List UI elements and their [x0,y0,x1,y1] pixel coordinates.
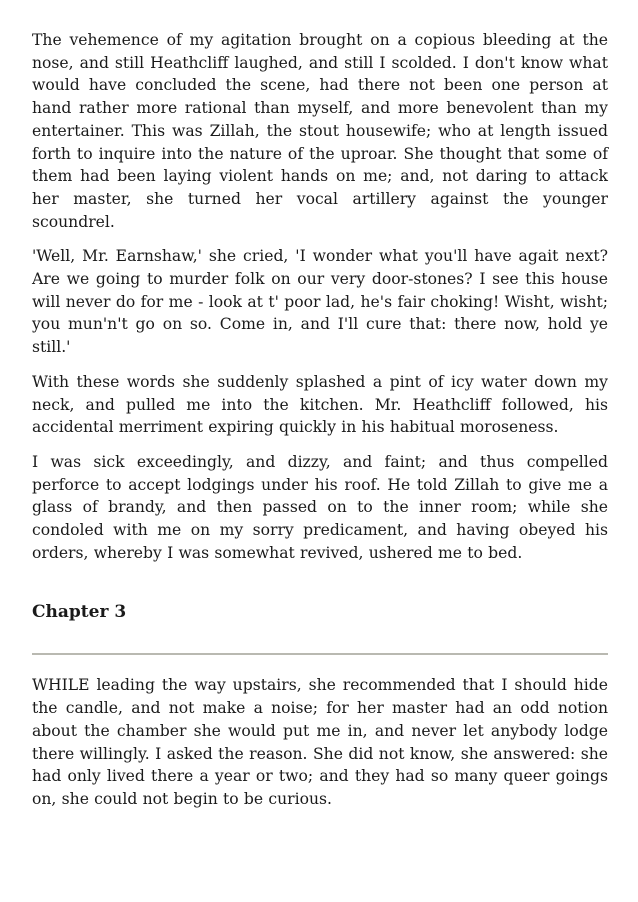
paragraph: The vehemence of my agitation brought on a copious bleeding at the nose, and still Heathcliff laughed, and still I scolded. I don't know what would have concluded the scene, had there not been one person at hand rather more rational than myself, and more benevolent than my entertainer. This was Zillah, the stout housewife; who at length issued forth to inquire into the nature of the uproar. She thought that some of them had been laying violent hands on me; and, not daring to attack her master, she turned her vocal artillery against the younger scoundrel. [32,31,608,231]
paragraph: I was sick exceedingly, and dizzy, and faint; and thus compelled perforce to accept lodgings under his roof. He told Zillah to give me a glass of brandy, and then passed on to the inner room; while she condoled with me on my sorry predicament, and having obeyed his orders, whereby I was somewhat revived, ushered me to bed. [32,452,608,562]
chapter-heading: Chapter 3 [32,602,127,623]
paragraph: 'Well, Mr. Earnshaw,' she cried, 'I wonder what you'll have agait next? Are we going to murder folk on our very door-stones? I see this house will never do for me - look at t' poor lad, he's fair choking! Wisht, wisht; you mun'n't go on so. Come in, and I'll cure that: there now, hold ye still.' [32,247,608,357]
paragraph: With these words she suddenly splashed a pint of icy water down my neck, and pulled me into the kitchen. Mr. Heathcliff followed, his accidental merriment expiring quickly in his habitual moroseness. [32,372,608,437]
book-page [32,29,608,823]
chapter-divider [32,653,608,655]
paragraph: WHILE leading the way upstairs, she recommended that I should hide the candle, and not make a noise; for her master had an odd notion about the chamber she would put me in, and never let anybody lodge there willingly. I asked the reason. She did not know, she answered: she had only lived there a year or two; and they had so many queer goings on, she could not begin to be curious. [32,676,608,808]
